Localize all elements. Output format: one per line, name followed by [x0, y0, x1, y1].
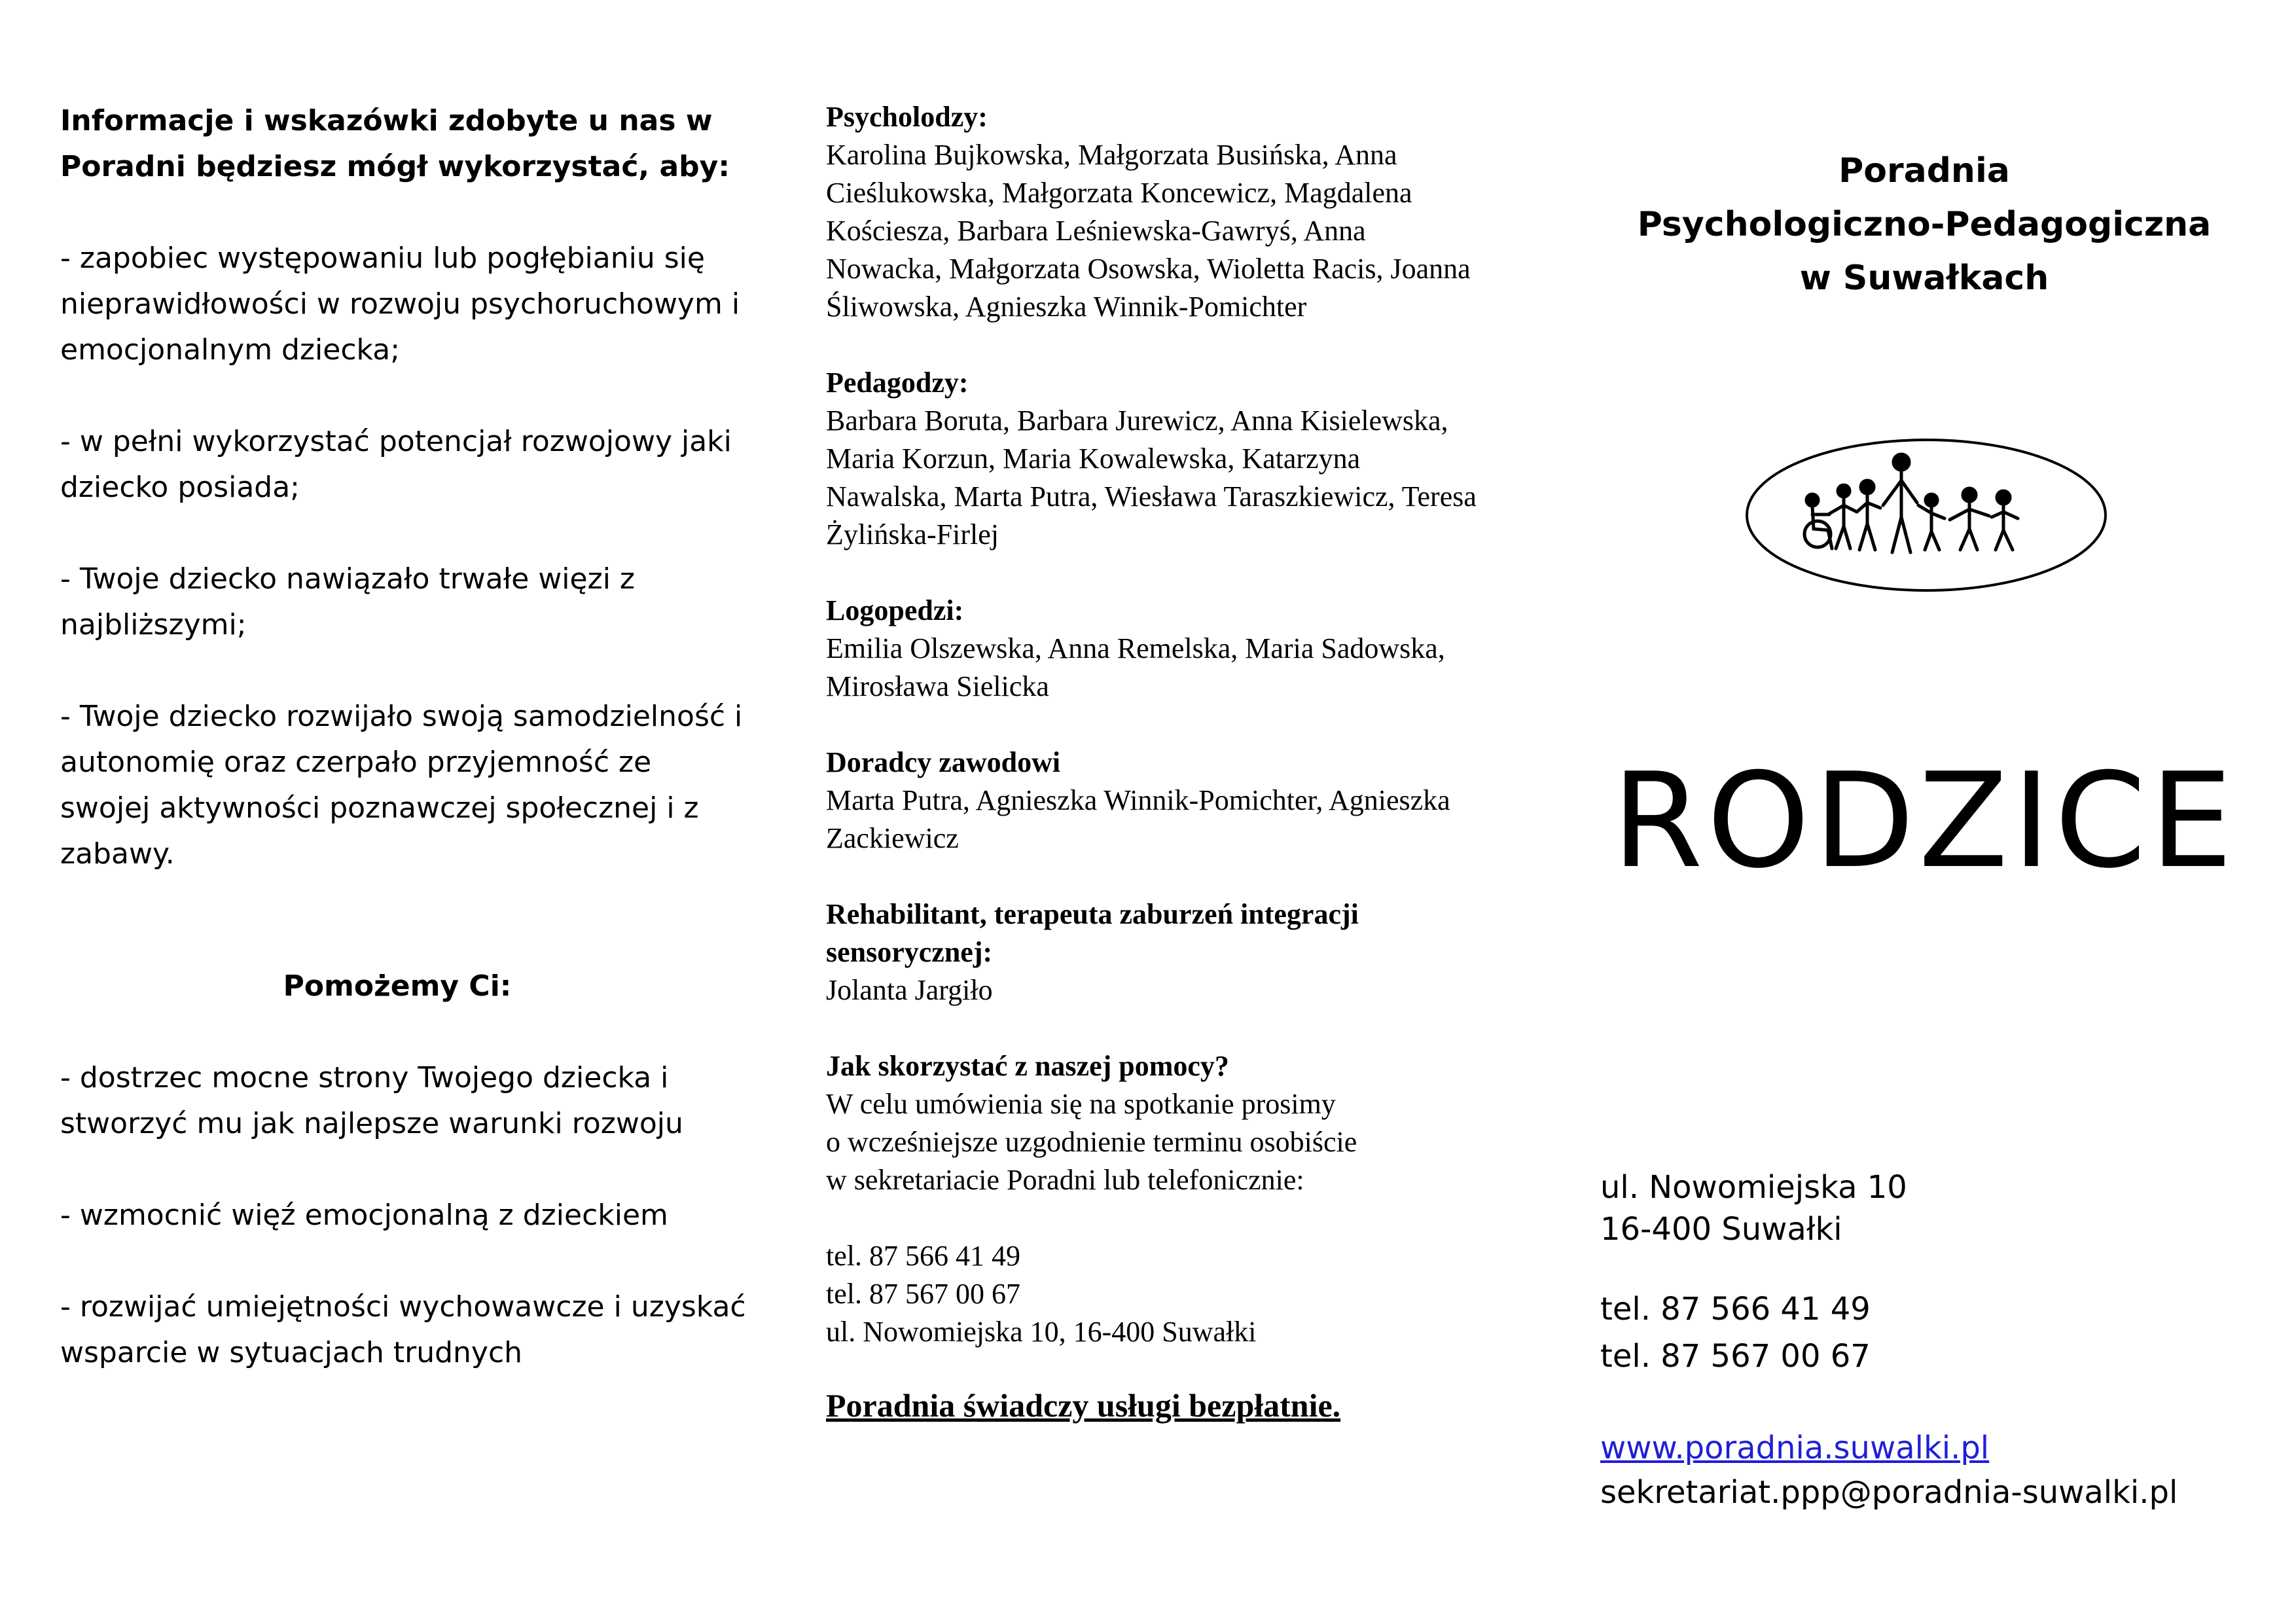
speech-therapists-list: Emilia Olszewska, Anna Remelska, Maria Sadowska, Mirosława Sielicka	[826, 632, 1445, 702]
institution-line: Psychologiczno-Pedagogiczna	[1637, 205, 2212, 244]
benefit-item: - zapobiec występowaniu lub pogłębianiu się nieprawidłowości w rozwoju psychoruchowym i emocjonalnym dziecka;	[60, 242, 740, 367]
free-services-note: Poradnia świadczy usługi bezpłatnie.	[826, 1387, 1341, 1424]
spacer	[826, 1199, 1480, 1237]
phone-number: tel. 87 567 00 67	[826, 1278, 1020, 1310]
phone-number: tel. 87 566 41 49	[1600, 1291, 1871, 1327]
institution-line: Poradnia	[1839, 151, 2010, 190]
how-to-line: w sekretariacie Poradni lub telefonicznie:	[826, 1164, 1304, 1196]
phone-number: tel. 87 566 41 49	[826, 1240, 1020, 1272]
phone-block	[1600, 1286, 1871, 1380]
city-line: 16-400 Suwałki	[1600, 1211, 1842, 1248]
how-to-line: o wcześniejsze uzgodnienie terminu osobiście	[826, 1126, 1357, 1158]
psychologists-list: Karolina Bujkowska, Małgorzata Busińska, Anna Cieślukowska, Małgorzata Koncewicz, Magdalena Kościesza, Barbara Leśniewska-Gawryś, Anna Nowacka, Małgorzata Osowska, Wioletta Racis, Joanna Śliwowska, Agnieszka Winnik-Pomichter	[826, 139, 1471, 323]
address-line: ul. Nowomiejska 10, 16-400 Suwałki	[826, 1316, 1257, 1348]
how-to-line: W celu umówienia się na spotkanie prosimy	[826, 1088, 1336, 1120]
pedagogues-list: Barbara Boruta, Barbara Jurewicz, Anna Kisielewska, Maria Korzun, Maria Kowalewska, Katarzyna Nawalska, Marta Putra, Wiesława Taraszkiewicz, Teresa Żylińska-Firlej	[826, 405, 1477, 550]
family-figures-icon	[1744, 437, 2108, 593]
institution-line: w Suwałkach	[1799, 259, 2049, 298]
psychologists-heading: Psycholodzy:	[826, 101, 988, 133]
help-title: Pomożemy Ci:	[283, 969, 512, 1003]
benefit-item: - Twoje dziecko rozwijało swoją samodzielność i autonomię oraz czerpało przyjemność ze swojej aktywności poznawczej społecznej i z zabawy.	[60, 700, 743, 871]
email-address: sekretariat.ppp@poradnia-suwalki.pl	[1600, 1474, 2178, 1511]
how-to-heading: Jak skorzystać z naszej pomocy?	[826, 1050, 1229, 1082]
pedagogues-heading: Pedagodzy:	[826, 367, 969, 399]
page-title: RODZICE	[1611, 745, 2237, 897]
online-contact	[1600, 1426, 2178, 1515]
help-item: - wzmocnić więź emocjonalną z dzieckiem	[60, 1199, 668, 1232]
benefit-item: - w pełni wykorzystać potencjał rozwojowy jaki dziecko posiada;	[60, 425, 732, 504]
intro-text: Informacje i wskazówki zdobyte u nas w Poradni będziesz mógł wykorzystać, aby:	[60, 104, 730, 183]
career-advisors-heading: Doradcy zawodowi	[826, 746, 1061, 778]
institution-name	[1584, 144, 2265, 305]
rehabilitation-list: Jolanta Jargiło	[826, 974, 993, 1006]
address-block	[1600, 1166, 1907, 1250]
website-link[interactable]: www.poradnia.suwalki.pl	[1600, 1430, 1990, 1466]
left-panel	[60, 98, 747, 1422]
phone-number: tel. 87 567 00 67	[1600, 1338, 1871, 1375]
speech-therapists-heading: Logopedzi:	[826, 594, 964, 626]
career-advisors-list: Marta Putra, Agnieszka Winnik-Pomichter, Agnieszka Zackiewicz	[826, 784, 1450, 854]
middle-panel	[826, 98, 1480, 1424]
rehabilitation-heading: Rehabilitant, terapeuta zaburzeń integracji sensorycznej:	[826, 898, 1359, 968]
help-item: - dostrzec mocne strony Twojego dziecka i stworzyć mu jak najlepsze warunki rozwoju	[60, 1061, 683, 1140]
benefit-item: - Twoje dziecko nawiązało trwałe więzi z najbliższymi;	[60, 562, 636, 641]
help-item: - rozwijać umiejętności wychowawcze i uzyskać wsparcie w sytuacjach trudnych	[60, 1290, 746, 1369]
street-line: ul. Nowomiejska 10	[1600, 1169, 1907, 1206]
